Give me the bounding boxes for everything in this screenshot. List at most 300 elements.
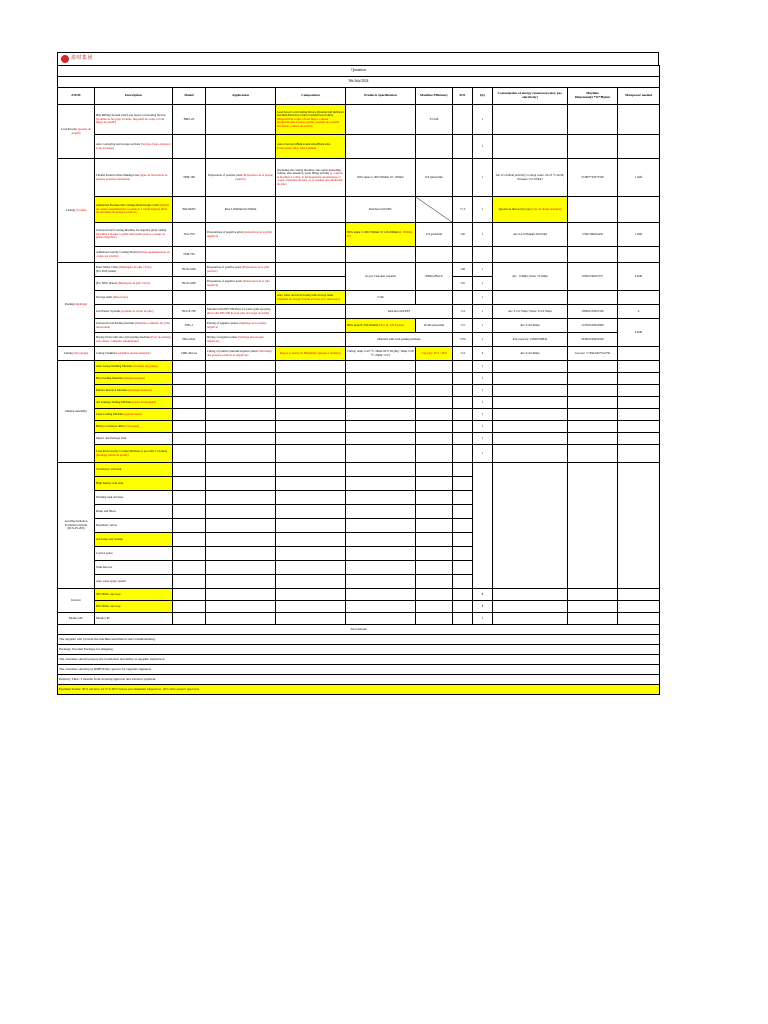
empty-cell [276,601,346,613]
empty-cell [453,533,473,547]
empty-cell [416,601,453,613]
empty-cell [206,505,276,519]
empty-cell [173,445,206,463]
cell-model: HGN-1000 [173,277,206,291]
cell-kw: <15 [453,319,473,333]
empty-cell [206,547,276,561]
table-row [58,397,660,409]
cell-desc: Circulatory acid tank [95,463,173,477]
cell-spec: NEG spine: L 300-700mm, W 120-300mm (L 300mm-W) [346,223,416,247]
cell-desc: Pneumatic valves [95,519,173,533]
col-kw: KW [453,88,473,105]
cell-desc: Auto water spray system [95,575,173,589]
empty-cell [453,397,473,409]
empty-cell [568,385,618,397]
cell-comp [276,247,346,263]
cell-spec [346,105,416,135]
empty-cell [493,361,568,373]
empty-cell [173,613,206,625]
table-row [58,433,660,445]
empty-cell [276,385,346,397]
empty-cell [346,575,416,589]
cell-eff: 40-90 plates/min [416,319,453,333]
empty-cell [173,561,206,575]
empty-cell [568,373,618,385]
empty-cell [453,463,473,477]
empty-cell [568,601,618,613]
empty-cell [346,533,416,547]
cell-dim: 13800x1300x1500 [568,305,618,319]
cell-energy: Air: 0.5-0.7Mpa; Water: 0.3-0.5Mpa [493,305,568,319]
empty-cell [568,361,618,373]
empty-cell [173,505,206,519]
empty-cell [206,397,276,409]
empty-cell [453,477,473,491]
cell-spec [346,247,416,263]
empty-cell [568,445,618,463]
empty-cell [618,589,660,601]
empty-cell [568,613,618,625]
empty-cell [346,433,416,445]
cell-comp [276,333,346,347]
empty-cell [416,547,453,561]
cell-qty: 1 [473,397,493,409]
note-1: The supplier will provide the machine installation and Commissioning. [58,635,660,645]
cell-dim [568,135,618,159]
cell-qty: 1 [473,333,493,347]
cell-kw: <270 [453,333,473,347]
cell-man: 1 shift [618,223,660,247]
empty-cell [173,421,206,433]
cell-spec [346,135,416,159]
cell-qty: 1 [473,277,493,291]
cell-energy [493,105,568,135]
empty-cell [453,547,473,561]
cell-spec: As per Customer requests [346,263,416,291]
cell-dim: 33300x5200x2500 [568,333,618,347]
empty-cell [276,575,346,589]
cell-qty: 1 [473,263,493,277]
empty-cell [416,505,453,519]
empty-cell [206,491,276,505]
cell-eff: Capacity: 40 T / 48 h [416,347,453,361]
empty-cell [206,477,276,491]
cell-desc: Impact and Package Unit [95,433,173,445]
cell-desc: Working tank and base [95,491,173,505]
cell-app [206,291,276,305]
empty-cell [416,519,453,533]
table-row [58,247,660,263]
cell-app [206,105,276,135]
cell-dim: 11700x5300x2900 [568,319,618,333]
payment-terms: Payment Terms: 30% advance by T/T, 60% before pre-shipment inspection, 10% after project approval [58,685,660,695]
empty-cell [493,385,568,397]
cell-comp: (Including the casting machine, auto spine unloading, cutting, tube insertion, paste filling system) (y compris la machine à couler, le déchargement automatique, la coupe, l'insertion du tube, et le système de remplissage de pâte) [276,159,346,197]
cell-qty: 1 [473,135,493,159]
cell-kw [453,247,473,263]
cell-desc: Monitor PC [95,613,173,625]
empty-cell [276,373,346,385]
table-row [58,613,660,625]
empty-cell [453,601,473,613]
empty-cell [493,601,568,613]
empty-cell [276,547,346,561]
cell-comp [276,197,346,223]
cell-desc: Drying Oven with auto grid pasting machine (Four de séchage avec mach. à empâter automatique) [95,333,173,347]
cell-desc: Auto Group Welding Machine (Soudure de groupe) [95,361,173,373]
cell-qty: 1 [473,385,493,397]
cell-spec: 5.5m³ [346,291,416,305]
cell-comp [276,319,346,333]
empty-cell [416,533,453,547]
empty-cell [206,533,276,547]
cell-qty: 1 [473,409,493,421]
cell-desc: Universal Gird Casting Machine for negative grids casting (machine à mouler la grille universelle pour le coulage de grilles négatives) [95,223,173,247]
cell-desc: 30V/300A, one loop [95,589,173,601]
total-row [58,625,660,635]
table-row [58,263,660,277]
empty-cell [493,589,568,601]
cell-energy [493,135,568,159]
cell-comp [276,305,346,319]
cell-app: Max L:650mm,W:250mm [206,197,276,223]
cell-kw [453,291,473,305]
cell-dim: 9700x5300x7375 [568,263,618,291]
cell-app: Preparation of negative paste (Préparation de la pâte négative) [206,277,276,291]
cell-dim [568,105,618,135]
cell-desc: Laser Coding Machine (gravure laser) [95,409,173,421]
empty-cell [618,613,660,625]
cell-desc: Auto conveying and storage sections (Section d'auto-transport et de stockage) [95,135,173,159]
empty-cell [276,613,346,625]
empty-cell [416,613,453,625]
cell-model [173,291,206,305]
table-row [58,105,660,135]
cell-model: PDCM200 [173,197,206,223]
cell-dim [568,247,618,263]
zone-pasting: Pasting(empâtage) [58,263,95,347]
cell-man [618,197,660,223]
cell-model: HGCP-700 [173,305,206,319]
total-amount-label: Total Amount [58,625,660,635]
cell-qty: 1 [473,105,493,135]
empty-cell [206,463,276,477]
empty-cell [453,433,473,445]
note-4: The customer should pay RMB 6/day /person for supplier engineers [58,665,660,675]
empty-cell [618,601,660,613]
empty-cell [618,421,660,433]
empty-cell [416,409,453,421]
empty-cell [206,575,276,589]
empty-cell [453,409,473,421]
empty-cell [276,533,346,547]
cell-kw: <40 [453,223,473,247]
cell-man [618,463,660,589]
empty-cell [493,373,568,385]
cell-desc: 60V/300A, one loop [95,601,173,613]
table-row [58,135,660,159]
cell-kw [453,159,473,197]
cell-dim: 27280*7200*2500 [568,159,618,197]
empty-cell [453,589,473,601]
cell-eff [416,291,453,305]
empty-cell [173,547,206,561]
cell-model: JXG-700 [173,223,206,247]
cell-model: TPM-760 [173,159,206,197]
table-row [58,223,660,247]
empty-cell [618,397,660,409]
empty-cell [173,361,206,373]
empty-cell [173,589,206,601]
empty-cell [346,463,416,477]
empty-cell [206,385,276,397]
empty-cell [416,589,453,601]
empty-cell [416,561,453,575]
cell-model: CHD-48-Gas [173,347,206,361]
empty-cell [493,613,568,625]
cell-energy: Fan capacity: 15000CMH/m [493,333,568,347]
cell-energy [493,463,568,589]
empty-cell [346,491,416,505]
col-zone: ZONE [58,88,95,105]
cell-spec: Matched with Grid pasting machine [346,333,453,347]
empty-cell [276,505,346,519]
cell-eff [416,135,453,159]
cell-energy: Air：0.4Mpa Water <0.2Mpa [493,263,568,291]
cell-desc: Universal Grid Pasting machine (Machine à empâter de grille universelle) [95,319,173,333]
empty-cell [453,519,473,533]
empty-cell [206,589,276,601]
cell-man [618,347,660,361]
note-row [58,635,660,645]
empty-cell [416,491,453,505]
cell-desc: Ball Milling System with Lead Spool Cold setting Device (système de broyage à boules, dispositif de coupe à froid lingot de plomb) [95,105,173,135]
note-row [58,665,660,675]
empty-cell [276,491,346,505]
cell-model: JXM-700 [173,247,206,263]
table-row [58,159,660,197]
empty-cell [206,421,276,433]
cell-man: 2/shift [618,263,660,291]
table-row [58,291,660,305]
cell-qty: 1 [473,305,493,319]
empty-cell [346,421,416,433]
empty-cell [453,373,473,385]
table-row [58,463,660,477]
empty-cell [416,385,453,397]
cell-qty: 1 [473,291,493,305]
cell-kw [453,105,473,135]
cell-model: HGN-1000 [173,263,206,277]
empty-cell [453,575,473,589]
empty-cell [453,491,473,505]
cell-qty: 8 [473,589,493,601]
cell-model: BMS-4T [173,105,206,135]
cell-desc: Control panel [95,547,173,561]
empty-cell [206,373,276,385]
cell-app: Curing of positive plates& negative plates (durcissage des plaques positives et négatives) [206,347,276,361]
table-row [58,333,660,347]
empty-cell [416,463,453,477]
quotation-date: 9th/July/2024 [58,77,660,88]
cell-comp [276,223,346,247]
table-row [58,385,660,397]
zone-manual-assembly: Manual Assembly [58,361,95,463]
cell-desc: Air Leakage Testing Machine (tester d'étanchéité) [95,397,173,409]
empty-cell [453,385,473,397]
payment-row [58,685,660,695]
cell-spec: NEG plate/h: 350-650mm Flow (L 120 h/plate) [346,319,416,333]
cell-qty: 1 [473,319,493,333]
empty-cell [493,409,568,421]
empty-cell [173,409,206,421]
cell-spec: Matched with PFS [346,305,453,319]
cell-app: Preparation of positive plate (Préparation de la plaque positive) [206,159,276,197]
cell-spec: POS spine: L 300-550mm, W: 150mm [346,159,416,197]
cell-app: Drying of negative plates (Séchage des plaques négatives) [206,333,276,347]
cell-desc: Lead Parts Gravity Casting Machine (1 pot with 3 cavities) (moulage pièces en plomb) [95,445,173,463]
empty-cell [618,361,660,373]
empty-cell [618,373,660,385]
col-energy: Consumption of energy resources(water, gas, electricity) [493,88,568,105]
empty-cell [346,373,416,385]
cell-qty: 2 [473,347,493,361]
col-application: Application [206,88,276,105]
cell-comp: Auto-Conveyor,Bulk sound silos,Blade silos (Convoyeur, silos, silos à lames) [276,135,346,159]
cell-man: 1 shift [618,159,660,197]
cell-model: THG-1 [173,319,206,333]
empty-cell [453,361,473,373]
quotation-title: Quotation [58,66,660,77]
empty-cell [618,433,660,445]
empty-cell [346,385,416,397]
empty-cell [493,421,568,433]
empty-cell [206,433,276,445]
cell-qty: 1 [473,373,493,385]
cell-man [618,135,660,159]
empty-cell [173,397,206,409]
cell-kw: <14 [453,347,473,361]
cell-desc: Additional Pressure Die Casting Mould single cavity (Moule de coulée supplémentaire à pression, à cavité unique) (Pour les machines de plaques positives) [95,197,173,223]
cell-dim: 3700x1800x2450 [568,223,618,247]
empty-cell [346,477,416,491]
col-qty: Qty [473,88,493,105]
cell-eff [416,247,453,263]
cell-desc: Pump and filters [95,505,173,519]
empty-cell [276,477,346,491]
cell-kw: <45 [453,277,473,291]
cell-desc: Acid pipe and cleanup [95,533,173,547]
empty-cell [618,385,660,397]
empty-cell [276,589,346,601]
cell-model [173,135,206,159]
cell-comp: Lead Spool Cold Cutting Device (Double ball mill/lead machine,Electrical control system,Lead roller) (Dispositif de coupe à froid lingot, rouleau moulin/moulin à boules plomb, système de contrôle électrique, rouleau de plomb) [276,105,346,135]
cell-qty: 1 [473,361,493,373]
empty-cell [276,519,346,533]
table-row [58,445,660,463]
cell-desc: Grid Paster Systems (système de Grille de pâte) [95,305,173,319]
cell-comp [276,277,346,291]
cell-app [206,247,276,263]
empty-cell [206,613,276,625]
cell-desc: Additional Gravity Casting Mould (Moule supplémentaire de coulée par gravité) [95,247,173,263]
table-row [58,421,660,433]
empty-cell [173,373,206,385]
note-5: Delivery Time: 3 months from drawing approval and advance payment [58,675,660,685]
empty-cell [618,409,660,421]
empty-cell [618,445,660,463]
empty-cell [346,561,416,575]
empty-cell [206,445,276,463]
empty-cell [346,397,416,409]
zone-lead-powder: Lead Powder (poudre de plomb) [58,105,95,159]
empty-cell [276,361,346,373]
cell-app [206,135,276,159]
empty-cell [173,491,206,505]
cell-qty: 8 [473,601,493,613]
cell-eff: 800KG/Batch [416,263,453,291]
empty-cell [568,397,618,409]
cell-desc: (For NEG plates) (Mélangeur de pâte 1Tons) [95,277,173,291]
empty-cell [206,519,276,533]
col-description: Description [95,88,173,105]
empty-cell [416,373,453,385]
empty-cell [493,445,568,463]
cell-energy: Air: 0.5-0.9bar(11m³/hr); Cooling water: 20-25 °C/m³/hr; Pressure: 0.5-0.9bar) [493,159,568,197]
zone-acid-recirculation: Acid Recirculation Formation System (6CS-2V-200) [58,463,95,589]
cell-dim [568,463,618,589]
empty-cell [453,445,473,463]
cell-qty: 1 [473,613,493,625]
cell-kw: <48 [453,263,473,277]
empty-cell [346,361,416,373]
empty-cell [346,601,416,613]
cell-dim [568,197,618,223]
cell-kw: <7.5 [453,197,473,223]
cell-qty: 1 [473,197,493,223]
empty-cell [568,433,618,445]
empty-cell [173,575,206,589]
empty-cell [173,477,206,491]
cell-qty: 1 [473,421,493,433]
empty-cell [276,463,346,477]
empty-cell [416,361,453,373]
cell-kw: <14 [453,305,473,319]
cell-app: Matched with PFC700/Paste for paste grids spraying (Pour pâte PFC700 & pour pâte de lavage de grille) [206,305,276,319]
cell-spec: Curing: temp. 0-45 ℃, Humi 95%; Drying: Temp. 0-65 ℃, Humi <15% [346,347,416,361]
empty-cell [276,409,346,421]
empty-cell [346,445,416,463]
cell-model: HLG-DA1 [173,333,206,347]
note-row [58,645,660,655]
cell-energy [493,247,568,263]
empty-cell [416,433,453,445]
cell-qty [473,247,493,263]
cell-energy: Air: 0.4-0.6Mpa [493,347,568,361]
empty-cell [173,533,206,547]
empty-cell [206,361,276,373]
col-dimension: Machine Dimension(L*W*H)mm [568,88,618,105]
cell-desc: High density acid tank [95,477,173,491]
table-row [58,361,660,373]
cell-eff [416,197,453,223]
cell-desc: Rubber Insertion Machine (montage insertion) [95,385,173,397]
empty-cell [173,463,206,477]
col-efficiency: Machine Efficiency [416,88,453,105]
table-row [58,347,660,361]
empty-cell [416,421,453,433]
company-logo-icon [61,55,69,63]
